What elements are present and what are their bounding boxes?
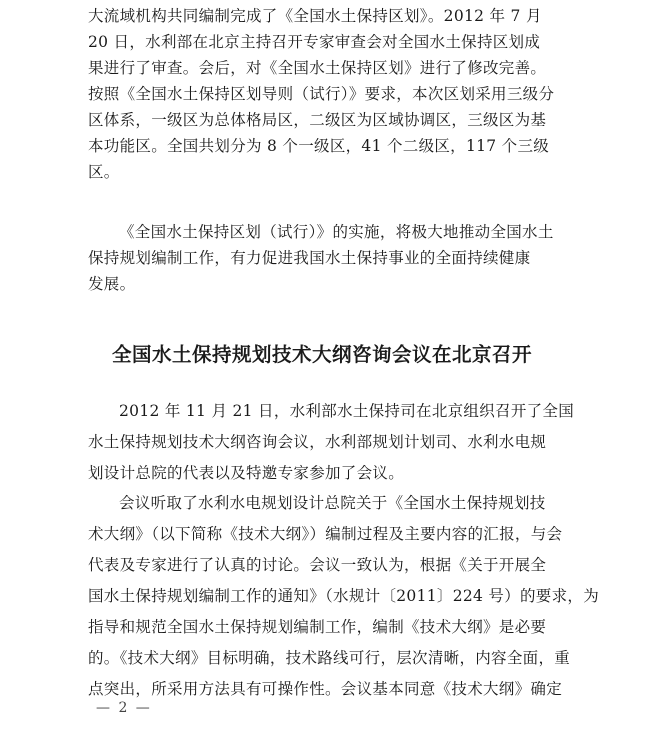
- text-line: 的。《技术大纲》目标明确，技术路线可行，层次清晰，内容全面，重: [88, 649, 571, 667]
- text-line: 按照《全国水土保持区划导则（试行）》要求，本次区划采用三级分: [88, 85, 555, 103]
- text-line: 区体系，一级区为总体格局区，二级区为区域协调区，三级区为基: [88, 111, 547, 129]
- text-line: 代表及专家进行了认真的讨论。会议一致认为，根据《关于开展全: [88, 556, 547, 574]
- text-line: 果进行了审查。会后，对《全国水土保持区划》进行了修改完善。: [88, 59, 547, 77]
- text-line: 本功能区。全国共划分为 8 个一级区，41 个二级区，117 个三级: [88, 137, 550, 155]
- paragraph-meeting-conclusion: [88, 488, 600, 705]
- page-number: — 2 —: [96, 700, 152, 716]
- text-line: 划设计总院的代表以及特邀专家参加了会议。: [88, 464, 405, 482]
- text-line: 2012 年 11 月 21 日，水利部水土保持司在北京组织召开了全国: [119, 402, 575, 420]
- text-line: 20 日，水利部在北京主持召开专家审查会对全国水土保持区划成: [88, 33, 541, 51]
- text-line: 发展。: [88, 275, 136, 293]
- text-line: 术大纲》（以下简称《技术大纲》）编制过程及主要内容的汇报，与会: [88, 525, 563, 543]
- paragraph-meeting-intro: [88, 396, 575, 489]
- text-line: 《全国水土保持区划（试行）》的实施，将极大地推动全国水土: [119, 223, 554, 241]
- text-line: 指导和规范全国水土保持规划编制工作，编制《技术大纲》是必要: [88, 618, 547, 636]
- text-line: 保持规划编制工作，有力促进我国水土保持事业的全面持续健康: [88, 249, 531, 267]
- text-line: 大流域机构共同编制完成了《全国水土保持区划》。2012 年 7 月: [88, 7, 542, 25]
- section-heading: 全国水土保持规划技术大纲咨询会议在北京召开: [111, 343, 532, 366]
- text-line: 区。: [88, 163, 120, 181]
- paragraph-zoning-result: [88, 3, 556, 185]
- paragraph-zoning-implementation: [88, 219, 556, 297]
- text-line: 点突出，所采用方法具有可操作性。会议基本同意《技术大纲》确定: [88, 680, 563, 698]
- text-line: 水土保持规划技术大纲咨询会议，水利部规划计划司、水利水电规: [88, 433, 547, 451]
- text-line: 国水土保持规划编制工作的通知》（水规计〔2011〕224 号）的要求，为: [88, 587, 600, 605]
- text-line: 会议听取了水利水电规划设计总院关于《全国水土保持规划技: [119, 494, 546, 512]
